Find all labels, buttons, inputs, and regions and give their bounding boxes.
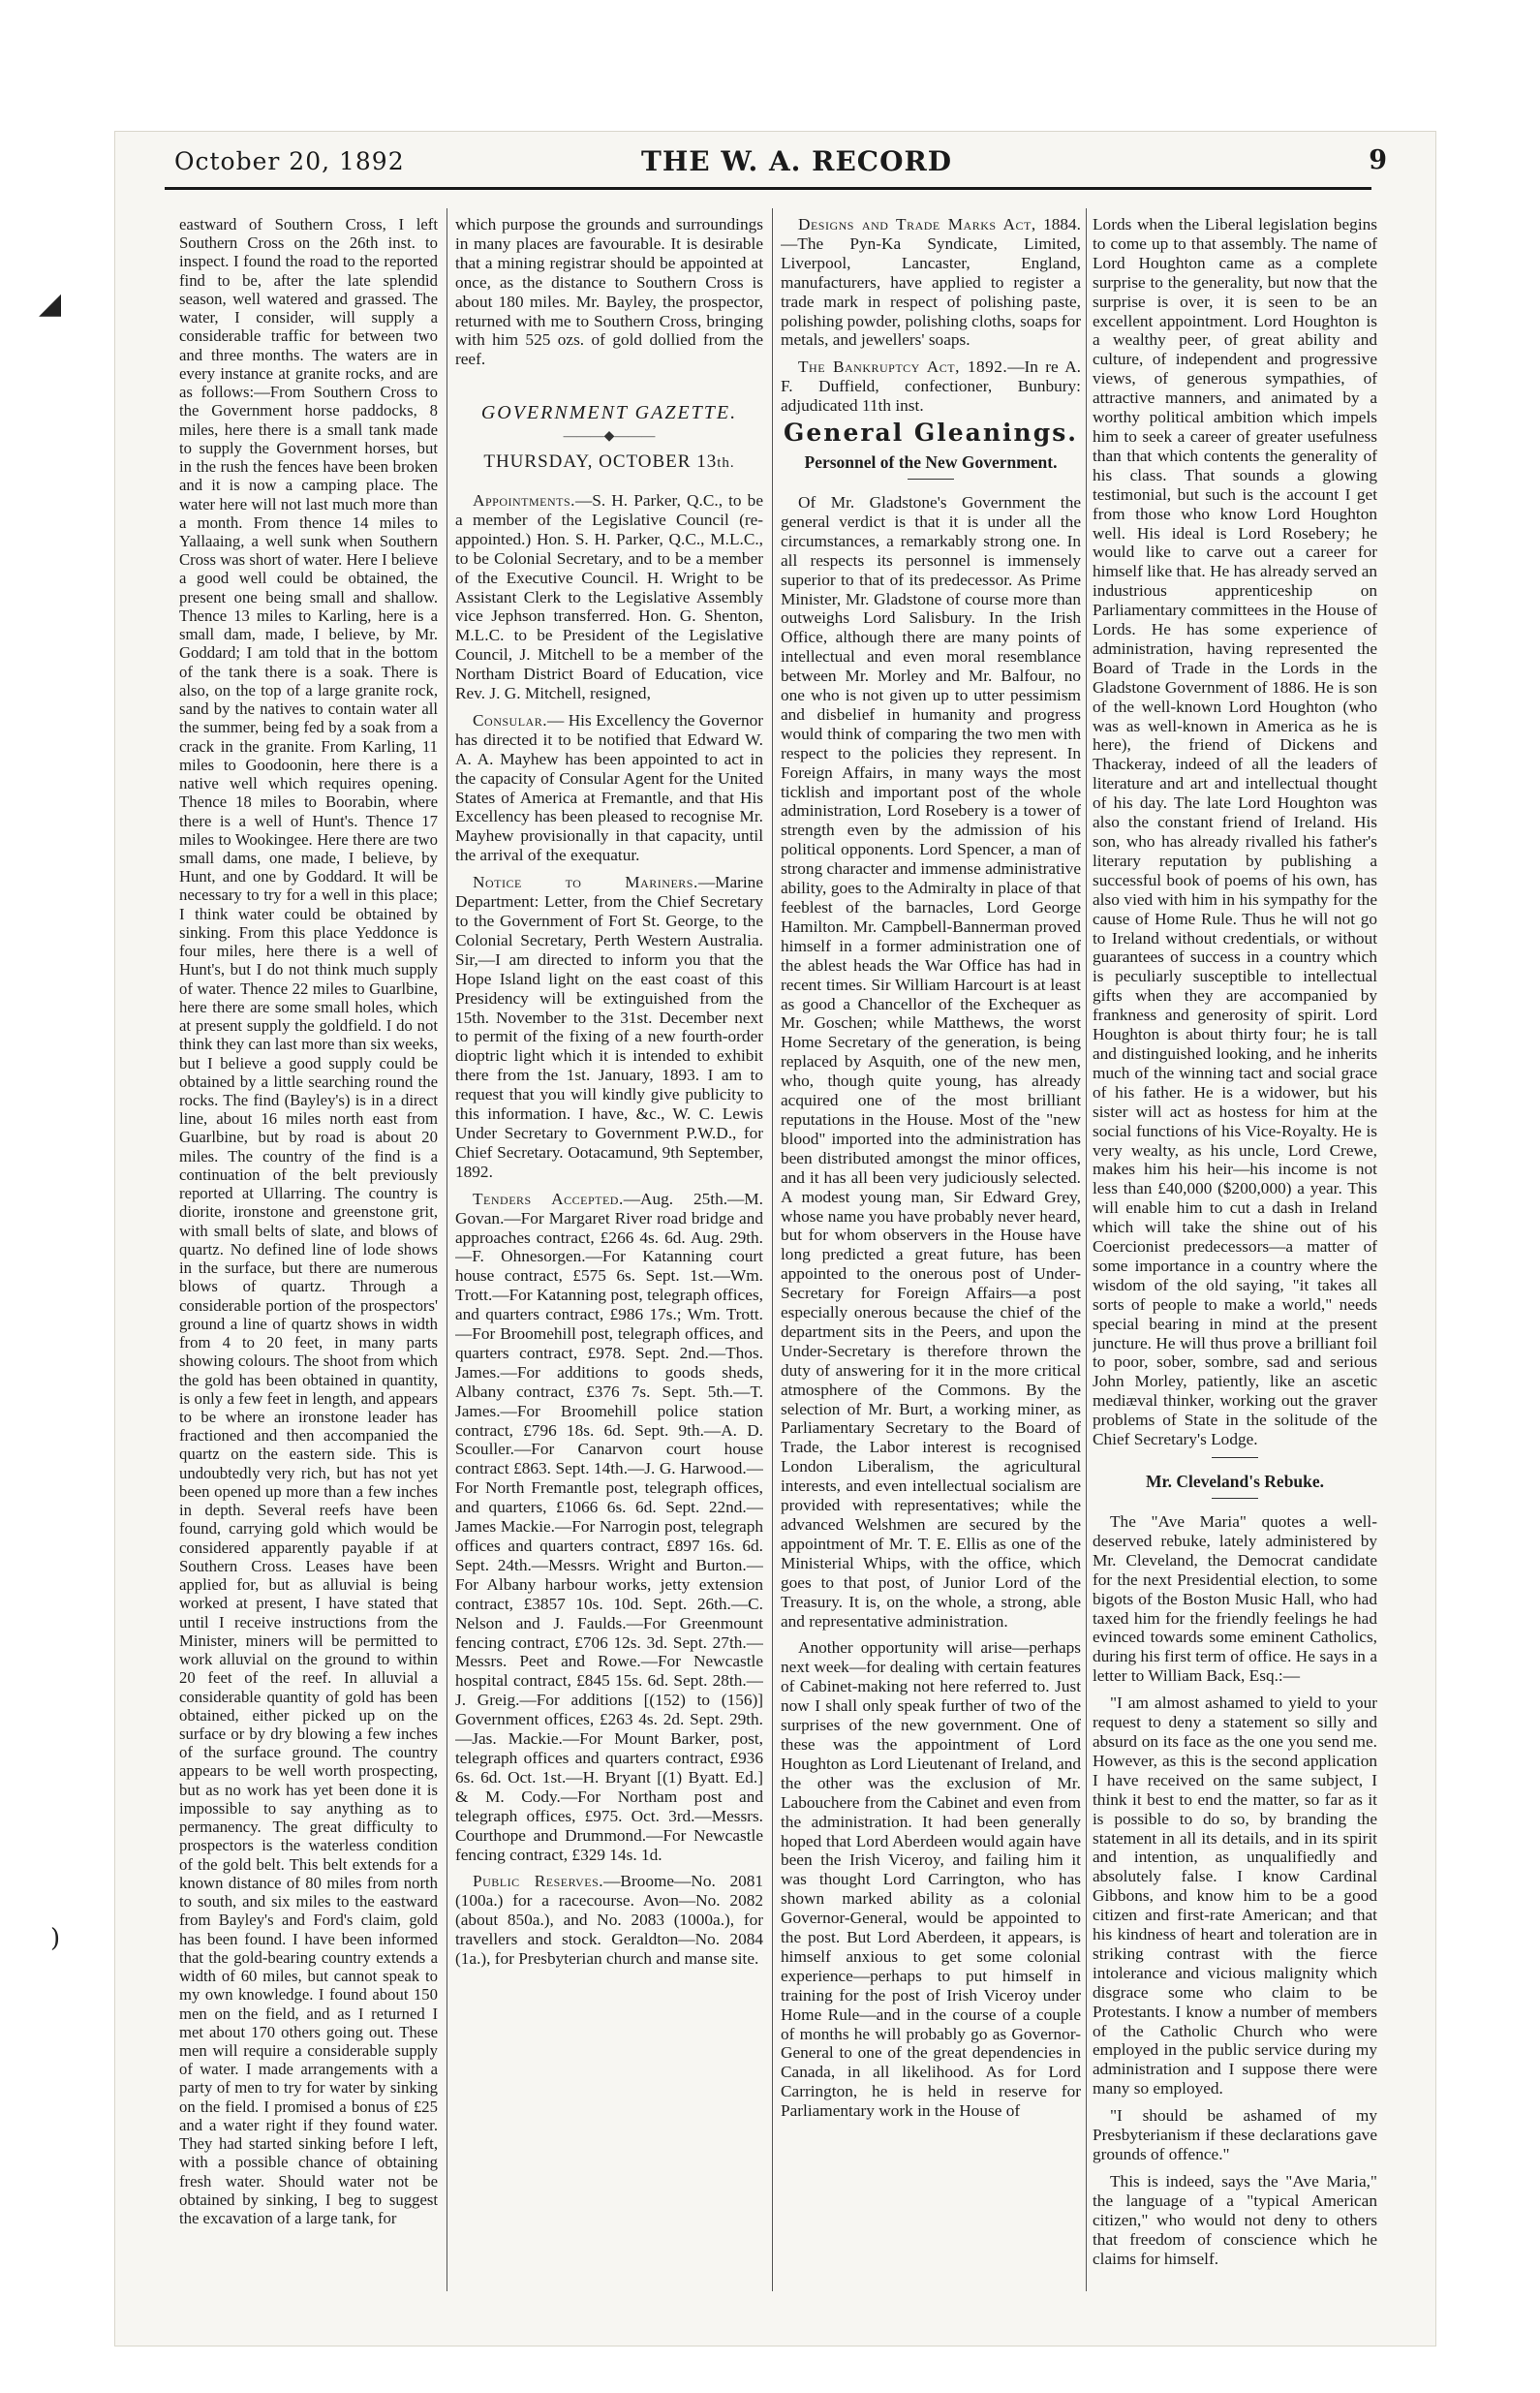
column-government-gazette: [455, 215, 763, 2284]
page-number: 9: [1369, 145, 1387, 175]
gazette-item: Appointments.—S. H. Parker, Q.C., to be a member of the Legislative Council (re-appointed.) Hon. S. H. Parker, Q.C., M.L.C., to be Colonial Secretary, and to be a member of the Executive Council. H. Wright to be Assistant Clerk to the Legislative Assembly vice Jephson transferred. Hon. G. Shenton, M.L.C. to be President of the Legislative Council, J. Mitchell to be a member of the Northam District Board of Education, vice Rev. J. G. Mitchell, resigned,: [455, 490, 763, 703]
article-paragraph: Of Mr. Gladstone's Government the general verdict is that it is under all the circumstances, a remarkably strong one. In all respects its personnel is immensely superior to that of its predecessor. As Prime Minister, Mr. Gladstone of course more than outweighs Lord Salisbury. In the Irish Office, although there are many points of intellectual and even moral resemblance between Mr. Morley and Mr. Balfour, no one who is not given up to utter pessimism and disbelief in humanity and progress would think of comparing the two men with respect to the policies they represent. In Foreign Affairs, in many ways the most ticklish and important post of the whole administration, Lord Rosebery is a tower of strength even by the admission of his political opponents. Lord Spencer, a man of strong character and immense administrative ability, goes to the Admiralty in place of that feeblest of the barnacles, Lord George Hamilton. Mr. Campbell-Bannerman proved himself in a former administration one of the ablest heads the War Office has had in recent times. Sir William Harcourt is at least as good a Chancellor of the Exchequer as Mr. Goschen; while Matthews, the worst Home Secretary of the generation, is being replaced by Asquith, one of the new men, who, though quite young, has already acquired one of the most brilliant reputations in the House. Most of the "new blood" imported into the administration has been distributed amongst the minor offices, and it has all been very judiciously selected. A modest young man, Sir Edward Grey, whose name you have probably never heard, but for whom observers in the House have long predicted a great future, has been appointed to the onerous post of Under-Secretary for Foreign Affairs—a post especially onerous because the chief of the department sits in the Peers, and upon the Under-Secretary is therefore thrown the duty of answering for it in the more critical atmosphere of the Commons. By the selection of Mr. Burt, a working miner, as Parliamentary Secretary to the Board of Trade, the Labor interest is recognised London Liberalism, the agricultural interests, and even intellectual socialism are provided with representatives; while the advanced Welshmen are secured by the appointment of Mr. T. E. Ellis as one of the Ministerial Whips, with the office, which goes to that post, of Junior Lord of the Treasury. It is, on the whole, a strong, able and representative administration.: [781, 492, 1081, 1631]
gazette-title: GOVERNMENT GAZETTE.: [480, 402, 738, 424]
gazette-item: Consular.— His Excellency the Governor has directed it to be notified that Edward W. A. A. Mayhew has been appointed to act in the capacity of Consular Agent for the United States of America at Fremantle, and that His Excellency has been pleased to recognise Mr. Mayhew provisionally in that capacity, until the arrival of the exequatur.: [455, 710, 763, 865]
notice-item: Designs and Trade Marks Act, 1884.—The Pyn-Ka Syndicate, Limited, Liverpool, Lancaster, England, manufacturers, have applied to register a trade mark in respect of polishing paste, polishing powder, polishing cloths, soaps for metals, and jewellers' soaps.: [781, 215, 1081, 350]
article-paragraph: The "Ave Maria" quotes a well-deserved rebuke, lately administered by Mr. Cleveland, the Democrat candidate for the next Presidential election, to some bigots of the Boston Music Hall, who had taxed him for the friendly feelings he had evinced towards some eminent Catholics, during his first term of office. He says in a letter to William Back, Esq.:—: [1093, 1512, 1377, 1686]
publication-title: THE W. A. RECORD: [641, 145, 953, 177]
short-rule: [1212, 1498, 1258, 1499]
scan-mark: ◢: [39, 287, 62, 321]
column-houghton-cleveland: [1093, 215, 1377, 2284]
article-title: Mr. Cleveland's Rebuke.: [1145, 1472, 1325, 1491]
article-paragraph: "I should be ashamed of my Presbyterianism if these declarations gave grounds of offence.": [1093, 2106, 1377, 2163]
gazette-item: Tenders Accepted.—Aug. 25th.—M. Govan.—For Margaret River road bridge and approaches contract, £266 4s. 6d. Aug. 29th.—F. Ohnesorgen.—For Katanning court house contract, £575 6s. Sept. 1st.—Wm. Trott.—For Katanning post, telegraph offices, and quarters contract, £986 17s.; Wm. Trott.—For Broomehill post, telegraph offices, and quarters contract, £978. Sept. 2nd.—Thos. James.—For additions to goods sheds, Albany contract, £376 7s. Sept. 5th.—T. James.—For Broomehill police station contract, £796 18s. 6d. Sept. 9th.—A. D. Scouller.—For Canarvon court house contract £863. Sept. 14th.—J. G. Harwood.—For North Fremantle post, telegraph offices, and quarters, £1066 6s. 6d. Sept. 22nd.—James Mackie.—For Narrogin post, telegraph offices and quarters contract, £897 16s. 6d. Sept. 24th.—Messrs. Wright and Burton.—For Albany harbour works, jetty extension contract, £3857 10s. 10d. Sept. 26th.—C. Nelson and J. Faulds.—For Greenmount fencing contract, £706 12s. 3d. Sept. 27th.—Messrs. Peet and Rowe.—For Newcastle hospital contract, £845 15s. 6d. Sept. 28th.—J. Greig.—For additions [(152) to (156)] Government offices, £263 4s. 2d. Sept. 29th.—Jas. Mackie.—For Mount Barker, post, telegraph offices and quarters contract, £936 6s. 6d. Oct. 1st.—H. Bryant [(1) Byatt. Ed.] & M. Cody.—For Northam post and telegraph offices, £975. Oct. 3rd.—Messrs. Courthope and Drummond.—For Newcastle fencing contract, £329 14s. 1d.: [455, 1189, 763, 1864]
column-gleanings: [781, 215, 1081, 2284]
page-header: [174, 143, 1387, 182]
scan-mark: ): [50, 1924, 61, 1953]
column-divider: [1086, 208, 1087, 2291]
issue-date: October 20, 1892: [174, 147, 405, 175]
report-paragraph: eastward of Southern Cross, I left Southern Cross on the 26th inst. to inspect. I found the road to the reported find to be, after the late splendid season, well watered and grassed. The water, I consider, will supply a considerable traffic for between two and three months. The waters are in every instance at granite rocks, and are as follows:—From Southern Cross to the Government horse paddocks, 8 miles, here there is a small tank made to supply the Government horses, but in the rush the fences have been broken and it is now a camping place. The water here will not last much more than a month. From thence 14 miles to Yallaaing, a well sunk when Southern Cross was short of water. Here I believe a good well could be obtained, the present one being small and shallow. Thence 13 miles to Karling, here is a small dam, made, I believe, by Mr. Goddard; I am told that in the bottom of the tank there is a soak. There is also, on the top of a large granite rock, sand by the natives to contain water all the summer, being fed by a soak from a crack in the granite. From Karling, 11 miles to Goodoonin, here there is a native well which requires opening. Thence 18 miles to Boorabin, where there is a well of Hunt's. Thence 17 miles to Wookingee. Here there are two small dams, one made, I believe, by Hunt, and one by Goddard. It will be necessary to try for a well in this place; I think water could be obtained by sinking. From this place Yeddonce is four miles, here there is a well of Hunt's, but I do not think much supply of water. Thence 22 miles to Guarlbine, here there are some small holes, which at present supply the goldfield. I do not think they can last more than six weeks, but I believe a good supply could be obtained by a little searching round the rocks. The find (Bayley's) is in a direct line, about 16 miles north east from Guarlbine, but by road is about 20 miles. The country of the find is a continuation of the belt previously reported at Ullarring. The country is diorite, ironstone and greenstone grit, with small belts of slate, and blows of quartz. No defined line of lode shows in the surface, but there are numerous blows of quartz. Through a considerable portion of the prospectors' ground a line of quartz shows in width from 4 to 20 feet, in many parts showing colours. The shoot from which the gold has been obtained in quantity, is only a few feet in length, and appears to be where an ironstone leader has fractioned and then accompanied the quartz on the eastern side. This is undoubtedly very rich, but has not yet been opened up more than a few inches in depth. Several reefs have been found, carrying gold which would be considered apparently payable if at Southern Cross. Leases have been applied for, but as alluvial is being worked at present, I have stated that until I receive instructions from the Minister, miners will be permitted to work alluvial on the ground to within 20 feet of the reef. In alluvial a considerable quantity of gold has been obtained, either picked up on the surface or by dry blowing a few inches of the surface ground. The country appears to be well worth prospecting, but as no work has yet been done it is impossible to say anything as to permanency. The great difficulty to prospectors is the waterless condition of the gold belt. This belt extends for a known distance of 80 miles from north to south, and six miles to the eastward from Bayley's and Ford's claim, gold has been found. I have been informed that the gold-bearing country extends a width of 60 miles, but cannot speak to my own knowledge. I found about 150 men on the field, and as I returned I met about 170 others going out. These men will require a considerable supply of water. I made arrangements with a party of men to try for water by sinking on the field. I promised a bonus of £25 and a water right if they found water. They had started sinking before I left, with a possible chance of obtaining fresh water. Should water not be obtained by sinking, I beg to suggest the excavation of a large tank, for: [179, 215, 438, 2228]
gazette-item: Public Reserves.—Broome—No. 2081 (100a.) for a racecourse. Avon—No. 2082 (about 850a.), and No. 2083 (1000a.), for travellers and stock. Geraldton—No. 2084 (1a.), for Presbyterian church and manse site.: [455, 1872, 763, 1969]
header-rule: [165, 187, 1371, 190]
short-rule: [1212, 1457, 1258, 1458]
article-paragraph: This is indeed, says the "Ave Maria," the language of a "typical American citizen," who would not deny to others that freedom of conscience which he claims for himself.: [1093, 2171, 1377, 2268]
notice-item: The Bankruptcy Act, 1892.—In re A. F. Duffield, confectioner, Bunbury: adjudicated 11th inst.: [781, 357, 1081, 416]
gazette-date: THURSDAY, OCTOBER 13th.: [483, 451, 735, 473]
short-rule: [908, 479, 954, 480]
article-paragraph: Lords when the Liberal legislation begins to come up to that assembly. The name of Lord Houghton came as a complete surprise to the generality, but now that the surprise is over, it is seen to be an excellent appointment. Lord Houghton is a wealthy peer, of great ability and culture, of independent and progressive views, of generous sympathies, of attractive manners, and animated by a worthy political ambition which impels him to seek a career of greater usefulness than that which contents the generality of his class. That sounds a glowing testimonial, but such is the account I get from those who know Lord Houghton well. His ideal is Lord Rosebery; he would like to carve out a career for himself like that. He has already served an industrious apprenticeship on Parliamentary committees in the House of Lords. He has some experience of administration, having represented the Board of Trade in the Lords in the Gladstone Government of 1886. He is son of the well-known Lord Houghton (who was as well-known in America as he is here), the friend of Dickens and Thackeray, indeed of all the leaders of literature and art and intellectual thought of his day. The late Lord Houghton was also the constant friend of Ireland. His son, who has already rivalled his father's literary reputation by publishing a successful book of poems of his own, has also vied with him in his sympathy for the cause of Home Rule. Thus he will not go to Ireland without credentials, or without guarantees of success in a country which is peculiarly susceptible to intellectual gifts when they are accompanied by frankness and generosity of spirit. Lord Houghton is about thirty four; he is tall and distinguished looking, and he inherits much of the winning tact and social grace of his father. He is a widower, but his sister will act as hostess for him at the social functions of his Vice-Royalty. He is very wealty, as his uncle, Lord Crewe, makes him his heir—his income is not less than £40,000 ($200,000) a year. This will enable him to cut a dash in Ireland which will take the shine out of his Coercionist predecessors—a matter of some importance in a country where the wisdom of the old saying, "it takes all sorts of people to make a world," needs special bearing in mind at the present juncture. He will thus prove a brilliant foil to poor, sober, sombre, sad and serious John Morley, patiently, like an ascetic mediæval thinker, working out the graver problems of State in the solitude of the Chief Secretary's Lodge.: [1093, 215, 1377, 1449]
article-title: Personnel of the New Government.: [804, 451, 1058, 472]
gazette-item: Notice to Mariners.—Marine Department: Letter, from the Chief Secretary to the Government of Fort St. George, to the Colonial Secretary, Perth Western Australia. Sir,—I am directed to inform you that the Hope Island light on the east coast of this Presidency will be extinguished from the 15th. November to the 31st. December next to permit of the fixing of a new fourth-order dioptric light which it is intended to exhibit there from the 1st. January, 1893. I am to request that you will kindly give publicity to this information. I have, &c., W. C. Lewis Under Secretary to Government P.W.D., for Chief Secretary. Ootacamund, 9th September, 1892.: [455, 873, 763, 1181]
article-paragraph: "I am almost ashamed to yield to your request to deny a statement so silly and absurd on its face as the one you send me. However, as this is the second application I have received on the same subject, I think it best to end the matter, so far as it is possible to do so, by branding the statement in all its details, and in its spirit and intention, as unqualifiedly and absolutely false. I know Cardinal Gibbons, and know him to be a good citizen and first-rate American; and that his kindness of heart and toleration are in striking contrast with the fierce intolerance and vicious malignity which disgrace some who claim to be Protestants. I know a number of members of the Catholic Church who were employed in the public service during my administration and I suppose there were many so employed.: [1093, 1694, 1377, 2098]
ornament-rule: ———◆———: [563, 429, 656, 445]
section-title: General Gleanings.: [784, 419, 1078, 448]
column-divider: [772, 208, 773, 2291]
article-paragraph: Another opportunity will arise—perhaps next week—for dealing with certain features of Cabinet-making not here referred to. Just now I shall only speak further of two of the surprises of the new government. One of these was the appointment of Lord Houghton as Lord Lieutenant of Ireland, and the other was the exclusion of Mr. Labouchere from the Cabinet and even from the administration. It had been generally hoped that Lord Aberdeen would again have been the Irish Viceroy, and failing him it was thought Lord Carrington, who has shown marked ability as a colonial Governor-General, would be appointed to the post. But Lord Aberdeen, it appears, is himself anxious to get some colonial experience—perhaps to put himself in training for the post of Irish Viceroy under Home Rule—and in the course of a couple of months he will probably go as Governor-General to one of the great dependencies in Canada, in all likelihood. As for Lord Carrington, he is held in reserve for Parliamentary work in the House of: [781, 1638, 1081, 2121]
column-mining-report: [179, 215, 438, 2284]
report-continuation: which purpose the grounds and surroundings in many places are favourable. It is desirable that a mining registrar should be appointed at once, as the distance to Southern Cross is about 180 miles. Mr. Bayley, the prospector, returned with me to Southern Cross, bringing with him 525 ozs. of gold dollied from the reef.: [455, 215, 763, 369]
